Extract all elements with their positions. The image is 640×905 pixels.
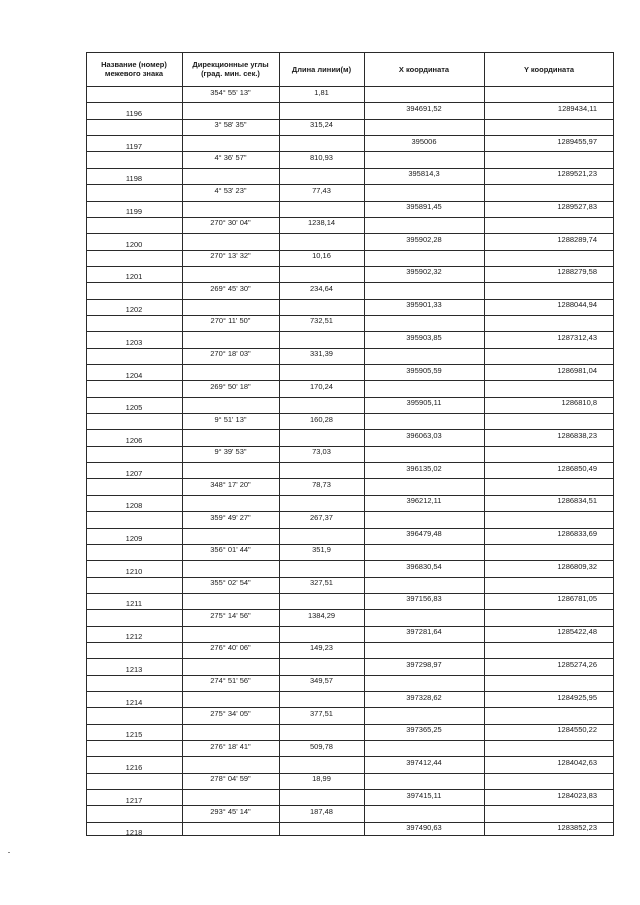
line-length: 331,39 bbox=[310, 349, 333, 359]
x-coordinate: 397281,64 bbox=[406, 627, 442, 637]
line-length: 315,24 bbox=[310, 120, 333, 130]
point-name: 1210 bbox=[125, 566, 143, 576]
y-coordinate: 1286781,05 bbox=[557, 594, 597, 604]
x-coordinate: 395905,11 bbox=[406, 398, 442, 408]
y-coordinate: 1289455,97 bbox=[557, 136, 597, 146]
column-border bbox=[613, 52, 614, 836]
point-name: 1196 bbox=[125, 108, 143, 118]
line-length: 1384,29 bbox=[307, 610, 336, 620]
direction-angle: 270° 11' 50" bbox=[210, 316, 251, 326]
y-coordinate: 1286834,51 bbox=[557, 496, 597, 506]
point-name: 1199 bbox=[125, 207, 143, 216]
y-coordinate: 1283852,23 bbox=[557, 823, 597, 833]
point-name: 1204 bbox=[125, 370, 143, 380]
point-name: 1212 bbox=[125, 632, 143, 642]
x-coordinate: 397328,62 bbox=[406, 692, 442, 702]
point-name: 1203 bbox=[125, 337, 143, 347]
direction-angle: 4° 36' 57" bbox=[214, 152, 247, 162]
y-coordinate: 1285422,48 bbox=[557, 627, 597, 637]
point-name: 1205 bbox=[125, 403, 143, 413]
line-length: 77,43 bbox=[312, 185, 331, 195]
line-length: 73,03 bbox=[312, 447, 331, 457]
line-length: 377,51 bbox=[310, 708, 333, 718]
point-name: 1213 bbox=[125, 664, 143, 674]
point-name: 1207 bbox=[125, 468, 143, 478]
line-length: 351,9 bbox=[312, 545, 331, 555]
x-coordinate: 396479,48 bbox=[406, 529, 442, 538]
x-coordinate: 395903,85 bbox=[406, 332, 442, 342]
point-name: 1209 bbox=[125, 534, 143, 543]
x-coordinate: 395901,33 bbox=[406, 300, 442, 310]
direction-angle: 348° 17' 20" bbox=[210, 479, 251, 489]
direction-angle: 270° 18' 03" bbox=[210, 349, 251, 359]
point-name: 1206 bbox=[125, 435, 143, 445]
y-coordinate: 1287312,43 bbox=[557, 332, 597, 342]
line-length: 1,81 bbox=[314, 87, 329, 97]
direction-angle: 275° 34' 05" bbox=[210, 708, 251, 718]
line-length: 349,57 bbox=[310, 676, 333, 686]
point-name: 1197 bbox=[125, 141, 143, 151]
coordinates-table bbox=[86, 52, 614, 836]
header-y: Y координата bbox=[523, 64, 575, 74]
y-coordinate: 1284925,95 bbox=[557, 692, 597, 702]
line-length: 149,23 bbox=[310, 643, 333, 653]
direction-angle: 269° 45' 30" bbox=[210, 283, 251, 293]
x-coordinate: 395891,45 bbox=[406, 202, 442, 211]
y-coordinate: 1286850,49 bbox=[557, 463, 597, 473]
x-coordinate: 396063,03 bbox=[406, 430, 442, 440]
direction-angle: 270° 13' 32" bbox=[210, 251, 251, 260]
line-length: 1238,14 bbox=[307, 218, 336, 228]
header-x: X координата bbox=[398, 64, 450, 74]
line-length: 160,28 bbox=[310, 414, 333, 424]
x-coordinate: 395902,32 bbox=[406, 267, 442, 277]
direction-angle: 3° 58' 35" bbox=[214, 120, 247, 130]
x-coordinate: 397415,11 bbox=[406, 790, 442, 800]
y-coordinate: 1288044,94 bbox=[557, 300, 597, 310]
point-name: 1208 bbox=[125, 501, 143, 511]
point-name: 1200 bbox=[125, 239, 143, 249]
line-length: 10,16 bbox=[312, 251, 331, 260]
y-coordinate: 1284042,63 bbox=[557, 757, 597, 767]
line-length: 327,51 bbox=[310, 578, 333, 587]
x-coordinate: 395905,59 bbox=[406, 365, 442, 375]
direction-angle: 275° 14' 56" bbox=[210, 610, 251, 620]
y-coordinate: 1284550,22 bbox=[557, 725, 597, 735]
point-name: 1211 bbox=[125, 599, 143, 609]
y-coordinate: 1289434,11 bbox=[557, 103, 597, 113]
point-name: 1198 bbox=[125, 174, 143, 184]
line-length: 267,37 bbox=[310, 512, 333, 522]
direction-angle: 355° 02' 54" bbox=[210, 578, 251, 587]
y-coordinate: 1286833,69 bbox=[557, 529, 597, 538]
x-coordinate: 395006 bbox=[411, 136, 437, 146]
line-length: 509,78 bbox=[310, 741, 333, 751]
direction-angle: 359° 49' 27" bbox=[210, 512, 251, 522]
direction-angle: 269° 50' 18" bbox=[210, 381, 251, 391]
y-coordinate: 1289521,23 bbox=[557, 169, 597, 179]
y-coordinate: 1286810,8 bbox=[561, 398, 597, 408]
y-coordinate: 1286981,04 bbox=[557, 365, 597, 375]
column-border bbox=[182, 52, 183, 836]
header-name: Название (номер) межевого знака bbox=[101, 60, 167, 78]
point-name: 1218 bbox=[125, 828, 143, 838]
direction-angle: 274° 51' 56" bbox=[210, 676, 251, 686]
scan-artifact bbox=[8, 852, 10, 853]
x-coordinate: 397490,63 bbox=[406, 823, 442, 833]
y-coordinate: 1284023,83 bbox=[557, 790, 597, 800]
direction-angle: 354° 55' 13" bbox=[210, 87, 251, 97]
direction-angle: 9° 51' 13" bbox=[214, 414, 247, 424]
x-coordinate: 397298,97 bbox=[406, 659, 442, 669]
direction-angle: 4° 53' 23" bbox=[214, 185, 247, 195]
y-coordinate: 1288289,74 bbox=[557, 234, 597, 244]
line-length: 234,64 bbox=[310, 283, 333, 293]
point-name: 1214 bbox=[125, 697, 143, 707]
direction-angle: 276° 40' 06" bbox=[210, 643, 251, 653]
point-name: 1216 bbox=[125, 762, 143, 772]
line-length: 810,93 bbox=[310, 152, 333, 162]
point-name: 1201 bbox=[125, 272, 143, 282]
line-length: 187,48 bbox=[310, 806, 333, 816]
y-coordinate: 1289527,83 bbox=[557, 202, 597, 211]
header-length: Длина линии(м) bbox=[291, 64, 352, 74]
direction-angle: 270° 30' 04" bbox=[210, 218, 251, 228]
y-coordinate: 1285274,26 bbox=[557, 659, 597, 669]
x-coordinate: 395814,3 bbox=[408, 169, 440, 179]
line-length: 732,51 bbox=[310, 316, 333, 326]
x-coordinate: 394691,52 bbox=[406, 103, 442, 113]
direction-angle: 293° 45' 14" bbox=[210, 806, 251, 816]
point-name: 1217 bbox=[125, 795, 143, 805]
x-coordinate: 397365,25 bbox=[406, 725, 442, 735]
y-coordinate: 1286838,23 bbox=[557, 430, 597, 440]
column-border bbox=[279, 52, 280, 836]
x-coordinate: 396135,02 bbox=[406, 463, 442, 473]
direction-angle: 9° 39' 53" bbox=[214, 447, 247, 457]
y-coordinate: 1288279,58 bbox=[557, 267, 597, 277]
x-coordinate: 396212,11 bbox=[406, 496, 442, 506]
direction-angle: 278° 04' 59" bbox=[210, 774, 251, 784]
x-coordinate: 395902,28 bbox=[406, 234, 442, 244]
line-length: 18,99 bbox=[312, 774, 331, 784]
row-border bbox=[86, 52, 614, 53]
point-name: 1202 bbox=[125, 305, 143, 315]
line-length: 78,73 bbox=[312, 479, 331, 489]
header-angles: Дирекционные углы (град. мин. сек.) bbox=[192, 60, 269, 78]
point-name: 1215 bbox=[125, 730, 143, 740]
direction-angle: 276° 18' 41" bbox=[210, 741, 251, 751]
x-coordinate: 396830,54 bbox=[406, 561, 442, 571]
line-length: 170,24 bbox=[310, 381, 333, 391]
x-coordinate: 397412,44 bbox=[406, 757, 442, 767]
x-coordinate: 397156,83 bbox=[406, 594, 442, 604]
y-coordinate: 1286809,32 bbox=[557, 561, 597, 571]
direction-angle: 356° 01' 44" bbox=[210, 545, 251, 555]
